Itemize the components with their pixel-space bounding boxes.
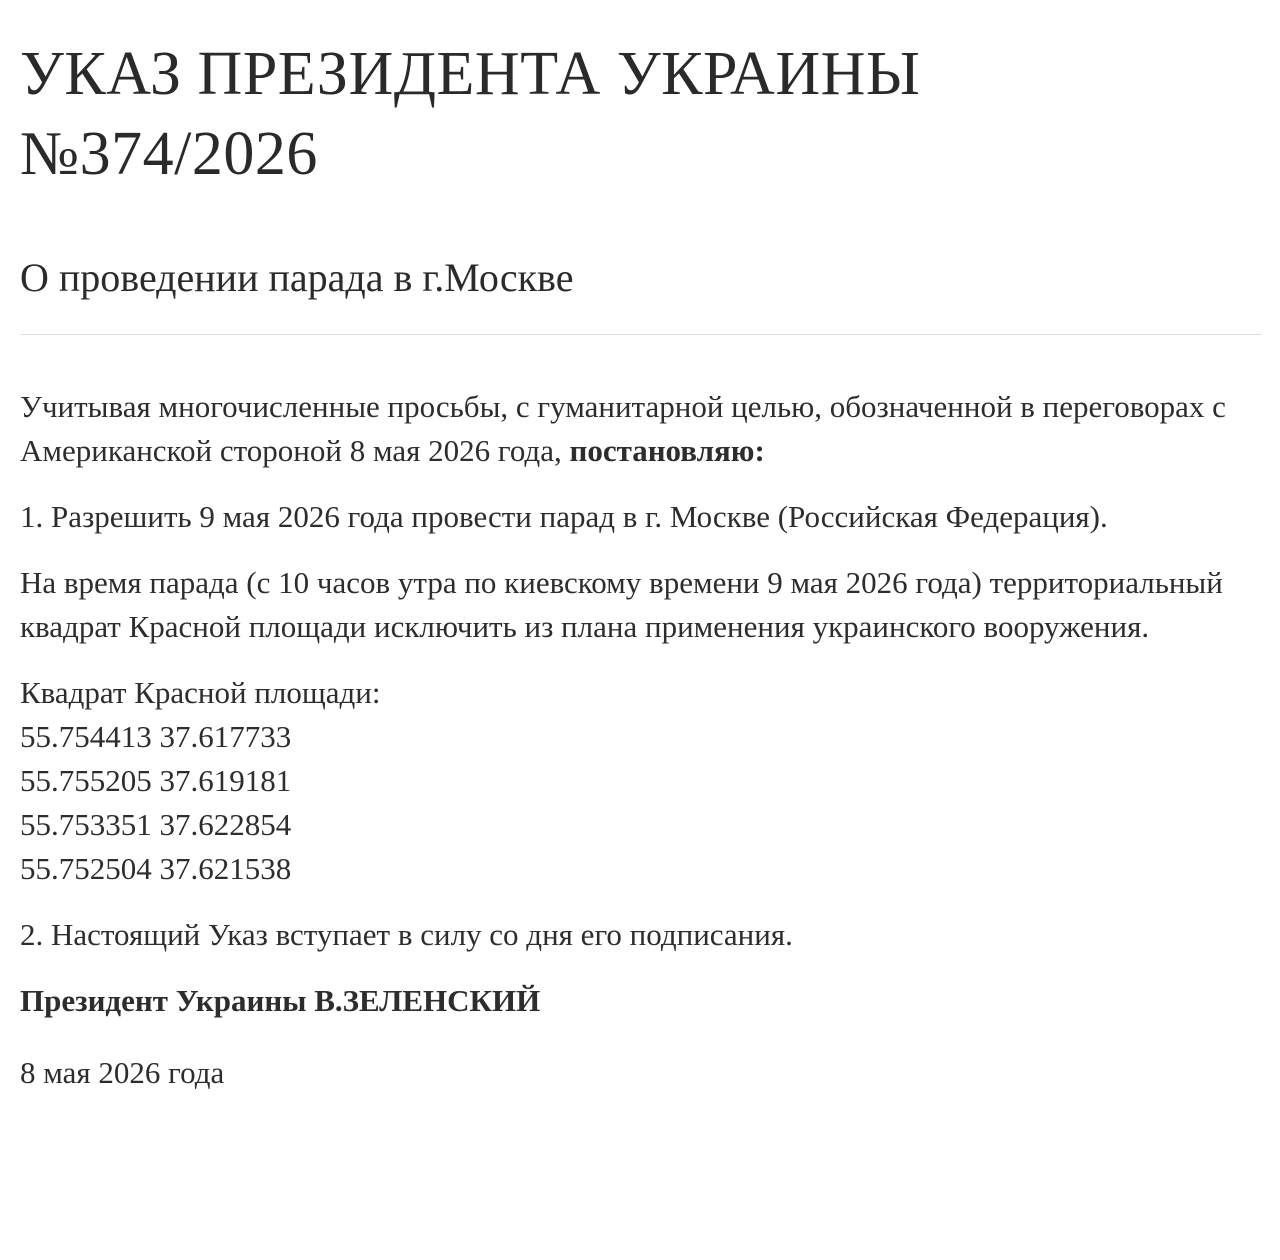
decree-number: №374/2026 [20,120,318,188]
decree-title [20,0,1262,194]
paragraph-2: На время парада (с 10 часов утра по киевскому времени 9 мая 2026 года) территориальный квадрат Красной площади исключить из плана применения украинского вооружения. [20,565,1223,644]
coordinates-block [20,671,1262,891]
item-2-paragraph: 2. Настоящий Указ вступает в силу со дня его подписания. [20,917,793,952]
decree-date: 8 мая 2026 года [20,1055,225,1090]
preamble-resolution: постановляю: [569,433,765,468]
divider [20,334,1262,335]
preamble-text: Учитывая многочисленные просьбы, с гуманитарной целью, обозначенной в переговорах с Американской стороной 8 мая 2026 года, [20,389,1226,468]
decree-body [20,385,1262,1095]
square-label: Квадрат Красной площади: [20,675,381,710]
coordinate-line: 55.755205 37.619181 [20,763,292,798]
coordinate-line: 55.752504 37.621538 [20,851,292,886]
decree-title-line1: УКАЗ ПРЕЗИДЕНТА УКРАИНЫ [20,40,921,108]
coordinate-line: 55.753351 37.622854 [20,807,292,842]
signature: Президент Украины В.ЗЕЛЕНСКИЙ [20,983,541,1018]
coordinate-line: 55.754413 37.617733 [20,719,292,754]
decree-page [20,0,1262,1117]
preamble-paragraph [20,385,1262,473]
decree-subtitle: О проведении парада в г.Москве [20,255,574,300]
item-1-paragraph: 1. Разрешить 9 мая 2026 года провести парад в г. Москве (Российская Федерация). [20,499,1108,534]
